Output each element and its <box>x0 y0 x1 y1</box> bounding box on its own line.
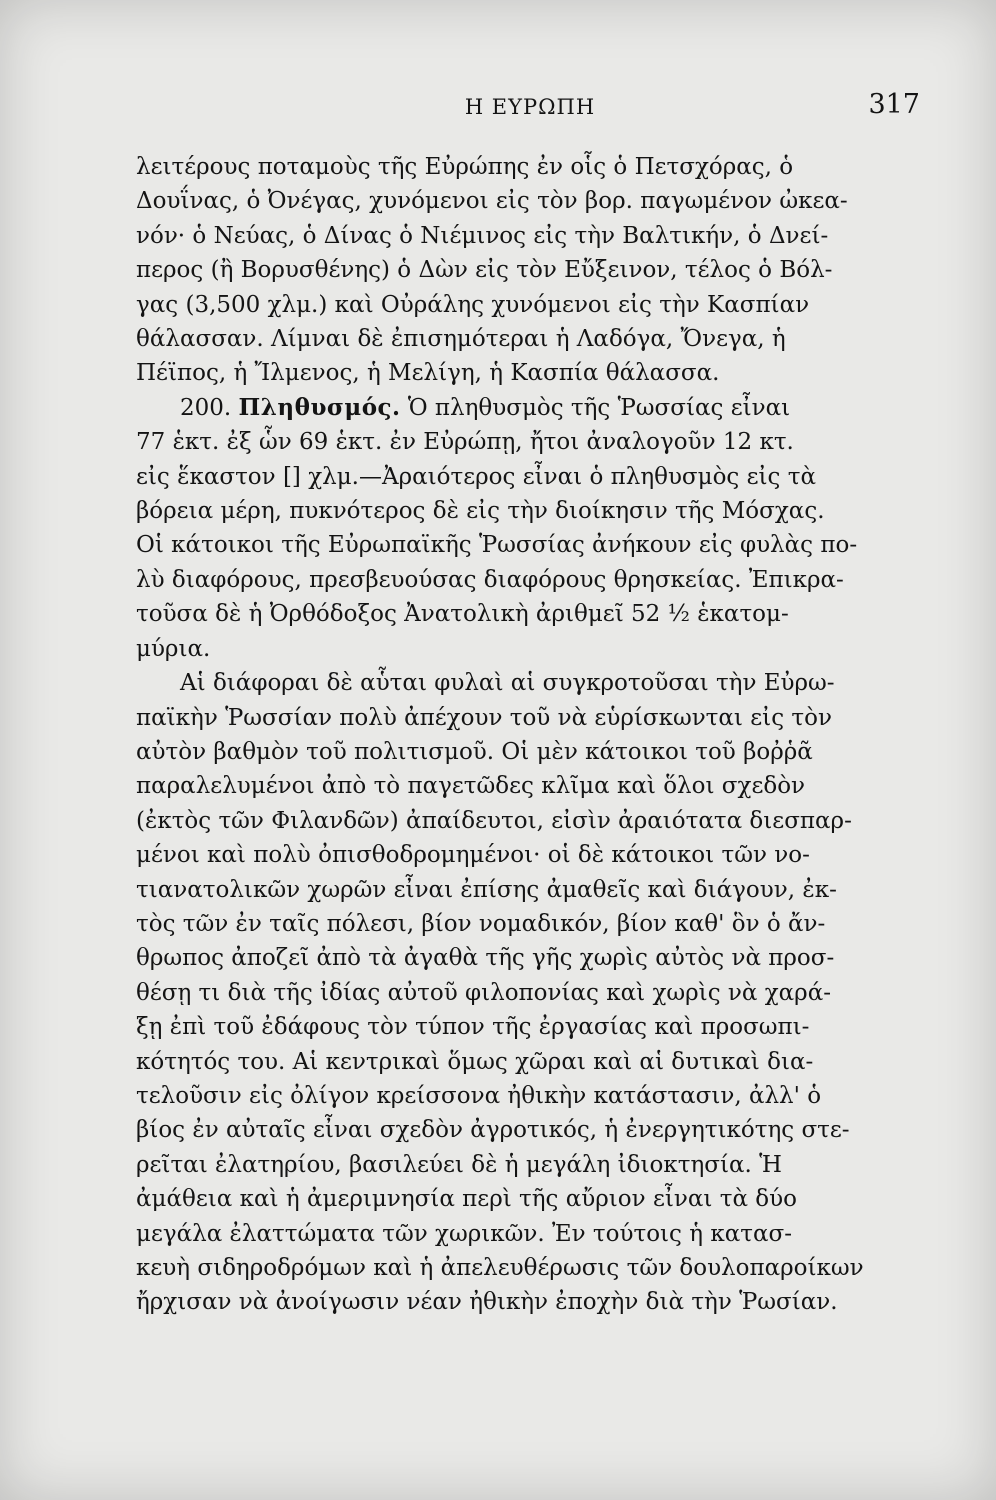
paragraph-tribes <box>136 666 926 1320</box>
text-line: περος (ἢ Βορυσθένης) ὁ Δὼν εἰς τὸν Εὔξεινον, τέλος ὁ Βόλ- <box>136 257 833 284</box>
text-line: αὐτὸν βαθμὸν τοῦ πολιτισμοῦ. Οἱ μὲν κάτοικοι τοῦ βοῤῥᾶ <box>136 738 813 765</box>
text-line <box>136 391 926 425</box>
section-number: 200. <box>180 394 232 421</box>
running-head: Η ΕΥΡΩΠΗ <box>464 95 596 119</box>
text-line: ξῃ ἐπὶ τοῦ ἐδάφους τὸν τύπον τῆς ἐργασίας καὶ προσωπι- <box>136 1014 810 1041</box>
text-line: παϊκὴν Ῥωσσίαν πολὺ ἀπέχουν τοῦ νὰ εὑρίσκωνται εἰς τὸν <box>136 704 832 731</box>
text-line: θάλασσαν. Λίμναι δὲ ἐπισημότεραι ἡ Λαδόγα, Ὄνεγα, ἡ <box>136 326 786 353</box>
text-line: (ἐκτὸς τῶν Φιλανδῶν) ἀπαίδευτοι, εἰσὶν ἀραιότατα διεσπαρ- <box>136 807 852 834</box>
text-line: νόν· ὁ Νεύας, ὁ Δίνας ὁ Νιέμινος εἰς τὴν Βαλτικήν, ὁ Δνεί- <box>136 222 829 249</box>
text-line: Οἱ κάτοικοι τῆς Εὐρωπαϊκῆς Ῥωσσίας ἀνήκουν εἰς φυλὰς πο- <box>136 532 858 559</box>
text-line: τὸς τῶν ἐν ταῖς πόλεσι, βίον νομαδικόν, βίον καθ' ὃν ὁ ἄν- <box>136 910 826 937</box>
text-line: τοῦσα δὲ ἡ Ὀρθόδοξος Ἀνατολικὴ ἀριθμεῖ 52 ½ ἑκατομ- <box>136 601 789 628</box>
text-line: θρωπος ἀποζεῖ ἀπὸ τὰ ἀγαθὰ τῆς γῆς χωρὶς αὐτὸς νὰ προσ- <box>136 945 835 972</box>
text-line: Αἱ διάφοραι δὲ αὗται φυλαὶ αἱ συγκροτοῦσαι τὴν Εὐρω- <box>180 670 835 697</box>
text-line: ἤρχισαν νὰ ἀνοίγωσιν νέαν ἠθικὴν ἐποχὴν διὰ τὴν Ῥωσίαν. <box>136 1289 838 1316</box>
text-line: Πέϊπος, ἡ Ἴλμενος, ἡ Μελίγη, ἡ Κασπία θάλασσα. <box>136 360 720 387</box>
text-line: λειτέρους ποταμοὺς τῆς Εὐρώπης ἐν οἷς ὁ Πετσχόρας, ὁ <box>136 154 794 180</box>
text-line: θέσῃ τι διὰ τῆς ἰδίας αὐτοῦ φιλοπονίας καὶ χωρὶς νὰ χαρά- <box>136 979 832 1006</box>
text-line: λὺ διαφόρους, πρεσβευούσας διαφόρους θρησκείας. Ἐπικρα- <box>136 566 844 593</box>
text-line: μεγάλα ἐλαττώματα τῶν χωρικῶν. Ἐν τούτοις ἡ κατασ- <box>136 1220 792 1247</box>
text-line: ρεῖται ἐλατηρίου, βασιλεύει δὲ ἡ μεγάλη ἰδιοκτησία. Ἡ <box>136 1151 782 1178</box>
text-line: κότητός του. Αἱ κεντρικαὶ ὅμως χῶραι καὶ αἱ δυτικαὶ δια- <box>136 1048 814 1075</box>
paragraph-population <box>136 391 926 666</box>
text-line: 77 ἑκτ. ἐξ ὧν 69 ἑκτ. ἐν Εὐρώπῃ, ἤτοι ἀναλογοῦν 12 κτ. <box>136 429 794 456</box>
paragraph-rivers <box>136 150 926 391</box>
text-line: βόρεια μέρη, πυκνότερος δὲ εἰς τὴν διοίκησιν τῆς Μόσχας. <box>136 498 825 525</box>
body-text <box>136 150 926 1320</box>
text-line: παραλελυμένοι ἀπὸ τὸ παγετῶδες κλῖμα καὶ ὅλοι σχεδὸν <box>136 773 806 800</box>
text-line: μένοι καὶ πολὺ ὀπισθοδρομημένοι· οἱ δὲ κάτοικοι τῶν νο- <box>136 842 810 869</box>
text-fragment: Ὁ πληθυσμὸς τῆς Ῥωσσίας εἶναι <box>407 394 791 421</box>
text-line: κευὴ σιδηροδρόμων καὶ ἡ ἀπελευθέρωσις τῶν δουλοπαροίκων <box>136 1255 864 1281</box>
text-line: μύρια. <box>136 635 211 662</box>
text-line: βίος ἐν αὐταῖς εἶναι σχεδὸν ἀγροτικός, ἡ ἐνεργητικότης στε- <box>136 1117 850 1144</box>
text-line: ἀμάθεια καὶ ἡ ἀμεριμνησία περὶ τῆς αὔριον εἶναι τὰ δύο <box>136 1186 797 1213</box>
section-title: Πληθυσμός. <box>238 393 401 421</box>
text-line: Δουΐνας, ὁ Ὀνέγας, χυνόμενοι εἰς τὸν βορ. παγωμένον ὠκεα- <box>136 188 848 215</box>
page-header <box>140 89 920 135</box>
text-line: τιανατολικῶν χωρῶν εἶναι ἐπίσης ἀμαθεῖς καὶ διάγουν, ἐκ- <box>136 876 837 903</box>
text-line: εἰς ἕκαστον [] χλμ.—Ἀραιότερος εἶναι ὁ πληθυσμὸς εἰς τὰ <box>136 463 817 490</box>
page-number: 317 <box>868 89 920 120</box>
text-line: γας (3,500 χλμ.) καὶ Οὐράλης χυνόμενοι εἰς τὴν Κασπίαν <box>136 291 810 318</box>
text-line: τελοῦσιν εἰς ὀλίγον κρείσσονα ἠθικὴν κατάστασιν, ἀλλ' ὁ <box>136 1082 822 1109</box>
